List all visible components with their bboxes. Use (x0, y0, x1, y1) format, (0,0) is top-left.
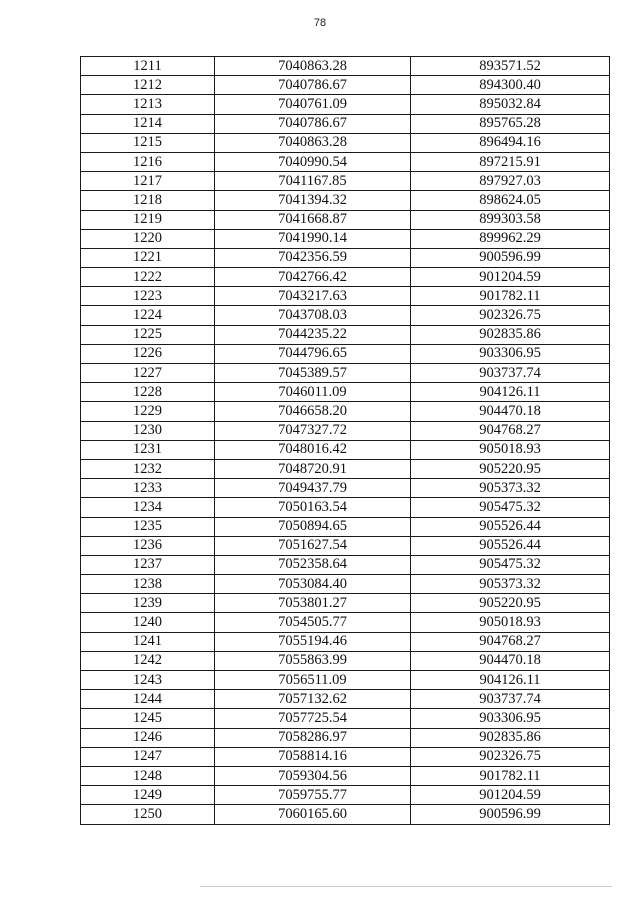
table-row (81, 786, 610, 805)
x-coordinate-cell: 7042356.59 (215, 248, 411, 267)
y-coordinate-cell: 900596.99 (411, 805, 610, 824)
y-coordinate-cell: 900596.99 (411, 248, 610, 267)
table-row (81, 651, 610, 670)
table-row (81, 671, 610, 690)
y-coordinate-cell: 904470.18 (411, 651, 610, 670)
point-number-cell: 1242 (81, 651, 215, 670)
point-number-cell: 1244 (81, 690, 215, 709)
point-number-cell: 1239 (81, 594, 215, 613)
x-coordinate-cell: 7040863.28 (215, 57, 411, 76)
y-coordinate-cell: 896494.16 (411, 133, 610, 152)
x-coordinate-cell: 7040990.54 (215, 152, 411, 171)
point-number-cell: 1243 (81, 671, 215, 690)
table-row (81, 287, 610, 306)
x-coordinate-cell: 7058814.16 (215, 747, 411, 766)
y-coordinate-cell: 898624.05 (411, 191, 610, 210)
table-row (81, 459, 610, 478)
point-number-cell: 1220 (81, 229, 215, 248)
point-number-cell: 1225 (81, 325, 215, 344)
point-number-cell: 1214 (81, 114, 215, 133)
x-coordinate-cell: 7059755.77 (215, 786, 411, 805)
x-coordinate-cell: 7059304.56 (215, 766, 411, 785)
table-row (81, 766, 610, 785)
coordinates-table (80, 56, 610, 825)
table-row (81, 383, 610, 402)
coordinates-table-body (81, 57, 610, 825)
point-number-cell: 1236 (81, 536, 215, 555)
point-number-cell: 1249 (81, 786, 215, 805)
x-coordinate-cell: 7041394.32 (215, 191, 411, 210)
y-coordinate-cell: 905220.95 (411, 459, 610, 478)
y-coordinate-cell: 894300.40 (411, 76, 610, 95)
point-number-cell: 1231 (81, 440, 215, 459)
table-row (81, 594, 610, 613)
x-coordinate-cell: 7054505.77 (215, 613, 411, 632)
y-coordinate-cell: 901782.11 (411, 766, 610, 785)
table-row (81, 152, 610, 171)
table-row (81, 440, 610, 459)
x-coordinate-cell: 7049437.79 (215, 479, 411, 498)
table-row (81, 191, 610, 210)
point-number-cell: 1222 (81, 268, 215, 287)
point-number-cell: 1234 (81, 498, 215, 517)
y-coordinate-cell: 904768.27 (411, 632, 610, 651)
point-number-cell: 1218 (81, 191, 215, 210)
x-coordinate-cell: 7042766.42 (215, 268, 411, 287)
point-number-cell: 1216 (81, 152, 215, 171)
point-number-cell: 1230 (81, 421, 215, 440)
x-coordinate-cell: 7046011.09 (215, 383, 411, 402)
point-number-cell: 1238 (81, 575, 215, 594)
y-coordinate-cell: 902835.86 (411, 728, 610, 747)
x-coordinate-cell: 7053801.27 (215, 594, 411, 613)
table-row (81, 114, 610, 133)
x-coordinate-cell: 7055194.46 (215, 632, 411, 651)
table-row (81, 76, 610, 95)
table-row (81, 172, 610, 191)
point-number-cell: 1228 (81, 383, 215, 402)
y-coordinate-cell: 897215.91 (411, 152, 610, 171)
table-row (81, 57, 610, 76)
x-coordinate-cell: 7040761.09 (215, 95, 411, 114)
y-coordinate-cell: 902326.75 (411, 747, 610, 766)
table-row (81, 555, 610, 574)
x-coordinate-cell: 7044796.65 (215, 344, 411, 363)
table-row (81, 325, 610, 344)
y-coordinate-cell: 903737.74 (411, 364, 610, 383)
table-row (81, 536, 610, 555)
point-number-cell: 1246 (81, 728, 215, 747)
x-coordinate-cell: 7055863.99 (215, 651, 411, 670)
x-coordinate-cell: 7046658.20 (215, 402, 411, 421)
page-bottom-rule (200, 886, 612, 887)
x-coordinate-cell: 7040786.67 (215, 76, 411, 95)
table-row (81, 210, 610, 229)
point-number-cell: 1235 (81, 517, 215, 536)
y-coordinate-cell: 904470.18 (411, 402, 610, 421)
y-coordinate-cell: 899962.29 (411, 229, 610, 248)
point-number-cell: 1227 (81, 364, 215, 383)
point-number-cell: 1245 (81, 709, 215, 728)
point-number-cell: 1224 (81, 306, 215, 325)
y-coordinate-cell: 895032.84 (411, 95, 610, 114)
table-row (81, 747, 610, 766)
y-coordinate-cell: 905018.93 (411, 440, 610, 459)
point-number-cell: 1240 (81, 613, 215, 632)
table-row (81, 632, 610, 651)
x-coordinate-cell: 7051627.54 (215, 536, 411, 555)
point-number-cell: 1217 (81, 172, 215, 191)
x-coordinate-cell: 7040786.67 (215, 114, 411, 133)
y-coordinate-cell: 905526.44 (411, 536, 610, 555)
x-coordinate-cell: 7040863.28 (215, 133, 411, 152)
table-row (81, 133, 610, 152)
page-number: 78 (313, 17, 327, 29)
point-number-cell: 1250 (81, 805, 215, 824)
point-number-cell: 1221 (81, 248, 215, 267)
y-coordinate-cell: 893571.52 (411, 57, 610, 76)
y-coordinate-cell: 903306.95 (411, 709, 610, 728)
point-number-cell: 1212 (81, 76, 215, 95)
x-coordinate-cell: 7048016.42 (215, 440, 411, 459)
table-row (81, 421, 610, 440)
y-coordinate-cell: 902835.86 (411, 325, 610, 344)
y-coordinate-cell: 899303.58 (411, 210, 610, 229)
point-number-cell: 1237 (81, 555, 215, 574)
table-row (81, 517, 610, 536)
y-coordinate-cell: 897927.03 (411, 172, 610, 191)
y-coordinate-cell: 901204.59 (411, 268, 610, 287)
y-coordinate-cell: 904768.27 (411, 421, 610, 440)
table-row (81, 402, 610, 421)
y-coordinate-cell: 905526.44 (411, 517, 610, 536)
y-coordinate-cell: 905475.32 (411, 555, 610, 574)
table-row (81, 805, 610, 824)
x-coordinate-cell: 7058286.97 (215, 728, 411, 747)
table-row (81, 344, 610, 363)
y-coordinate-cell: 903306.95 (411, 344, 610, 363)
table-row (81, 498, 610, 517)
y-coordinate-cell: 902326.75 (411, 306, 610, 325)
y-coordinate-cell: 905475.32 (411, 498, 610, 517)
x-coordinate-cell: 7057132.62 (215, 690, 411, 709)
table-row (81, 248, 610, 267)
table-row (81, 479, 610, 498)
point-number-cell: 1247 (81, 747, 215, 766)
table-row (81, 229, 610, 248)
point-number-cell: 1229 (81, 402, 215, 421)
y-coordinate-cell: 901782.11 (411, 287, 610, 306)
x-coordinate-cell: 7056511.09 (215, 671, 411, 690)
y-coordinate-cell: 905220.95 (411, 594, 610, 613)
x-coordinate-cell: 7041167.85 (215, 172, 411, 191)
table-row (81, 728, 610, 747)
table-row (81, 575, 610, 594)
table-row (81, 364, 610, 383)
point-number-cell: 1215 (81, 133, 215, 152)
point-number-cell: 1241 (81, 632, 215, 651)
table-row (81, 690, 610, 709)
y-coordinate-cell: 905018.93 (411, 613, 610, 632)
y-coordinate-cell: 904126.11 (411, 383, 610, 402)
y-coordinate-cell: 903737.74 (411, 690, 610, 709)
x-coordinate-cell: 7048720.91 (215, 459, 411, 478)
point-number-cell: 1223 (81, 287, 215, 306)
table-row (81, 95, 610, 114)
point-number-cell: 1211 (81, 57, 215, 76)
table-row (81, 709, 610, 728)
x-coordinate-cell: 7052358.64 (215, 555, 411, 574)
x-coordinate-cell: 7060165.60 (215, 805, 411, 824)
x-coordinate-cell: 7045389.57 (215, 364, 411, 383)
x-coordinate-cell: 7041990.14 (215, 229, 411, 248)
x-coordinate-cell: 7053084.40 (215, 575, 411, 594)
x-coordinate-cell: 7050894.65 (215, 517, 411, 536)
x-coordinate-cell: 7043708.03 (215, 306, 411, 325)
table-row (81, 613, 610, 632)
x-coordinate-cell: 7044235.22 (215, 325, 411, 344)
y-coordinate-cell: 901204.59 (411, 786, 610, 805)
y-coordinate-cell: 895765.28 (411, 114, 610, 133)
point-number-cell: 1233 (81, 479, 215, 498)
y-coordinate-cell: 905373.32 (411, 575, 610, 594)
y-coordinate-cell: 904126.11 (411, 671, 610, 690)
y-coordinate-cell: 905373.32 (411, 479, 610, 498)
x-coordinate-cell: 7057725.54 (215, 709, 411, 728)
point-number-cell: 1226 (81, 344, 215, 363)
x-coordinate-cell: 7050163.54 (215, 498, 411, 517)
table-row (81, 306, 610, 325)
point-number-cell: 1213 (81, 95, 215, 114)
point-number-cell: 1219 (81, 210, 215, 229)
point-number-cell: 1232 (81, 459, 215, 478)
x-coordinate-cell: 7047327.72 (215, 421, 411, 440)
point-number-cell: 1248 (81, 766, 215, 785)
x-coordinate-cell: 7043217.63 (215, 287, 411, 306)
x-coordinate-cell: 7041668.87 (215, 210, 411, 229)
table-row (81, 268, 610, 287)
